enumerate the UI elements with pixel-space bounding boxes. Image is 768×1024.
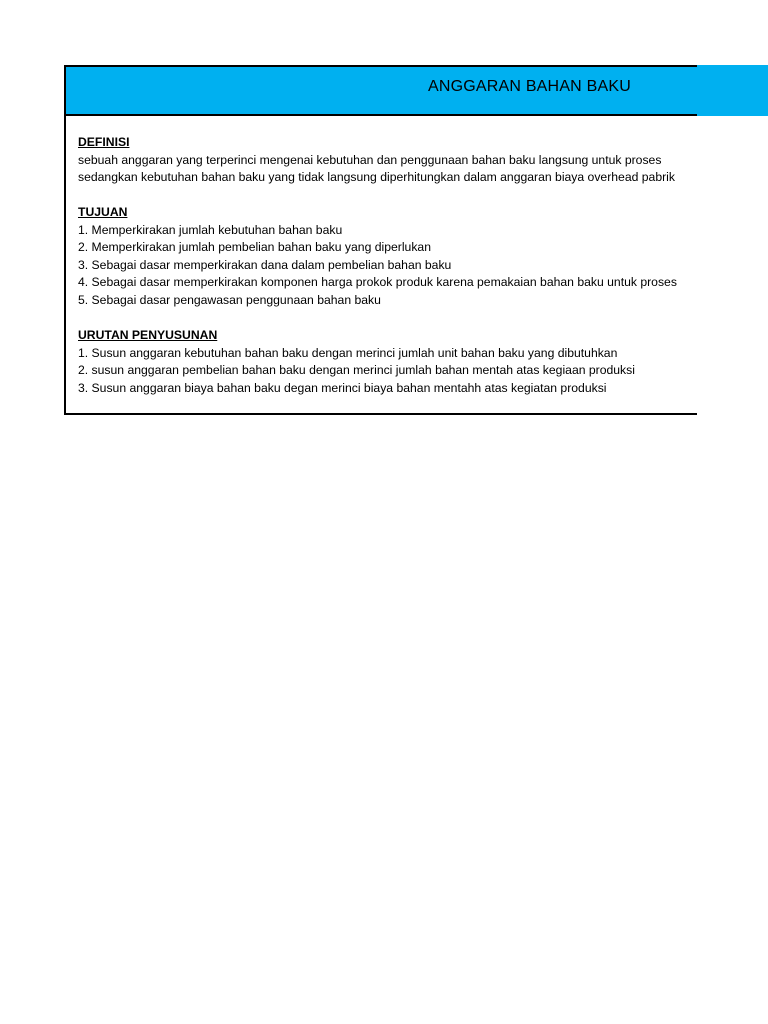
page-title: ANGGARAN BAHAN BAKU <box>428 78 631 95</box>
section-definisi <box>78 134 675 187</box>
list-item: 5. Sebagai dasar pengawasan penggunaan bahan baku <box>78 292 381 307</box>
definisi-line: sedangkan kebutuhan bahan baku yang tidak langsung diperhitungkan dalam anggaran biaya overhead pabrik <box>78 170 675 185</box>
section-heading-definisi: DEFINISI <box>78 135 130 149</box>
list-item: 2. susun anggaran pembelian bahan baku dengan merinci jumlah bahan mentah atas kegiaan produksi <box>78 363 635 378</box>
list-item: 3. Susun anggaran biaya bahan baku degan merinci biaya bahan mentahh atas kegiatan produksi <box>78 380 607 395</box>
content-box <box>64 116 697 415</box>
list-item: 1. Memperkirakan jumlah kebutuhan bahan baku <box>78 222 343 237</box>
section-heading-tujuan: TUJUAN <box>78 205 128 219</box>
list-item: 3. Sebagai dasar memperkirakan dana dalam pembelian bahan baku <box>78 257 452 272</box>
definisi-line: sebuah anggaran yang terperinci mengenai kebutuhan dan penggunaan bahan baku langsung untuk proses <box>78 152 662 167</box>
list-item: 2. Memperkirakan jumlah pembelian bahan baku yang diperlukan <box>78 240 431 255</box>
list-item: 1. Susun anggaran kebutuhan bahan baku dengan merinci jumlah unit bahan baku yang dibutuhkan <box>78 345 618 360</box>
list-item: 4. Sebagai dasar memperkirakan komponen harga prokok produk karena pemakaian bahan baku untuk proses <box>78 275 677 290</box>
section-tujuan <box>78 204 677 310</box>
header-bar <box>64 65 768 116</box>
section-heading-urutan: URUTAN PENYUSUNAN <box>78 328 218 342</box>
section-urutan-penyusunan <box>78 327 635 397</box>
